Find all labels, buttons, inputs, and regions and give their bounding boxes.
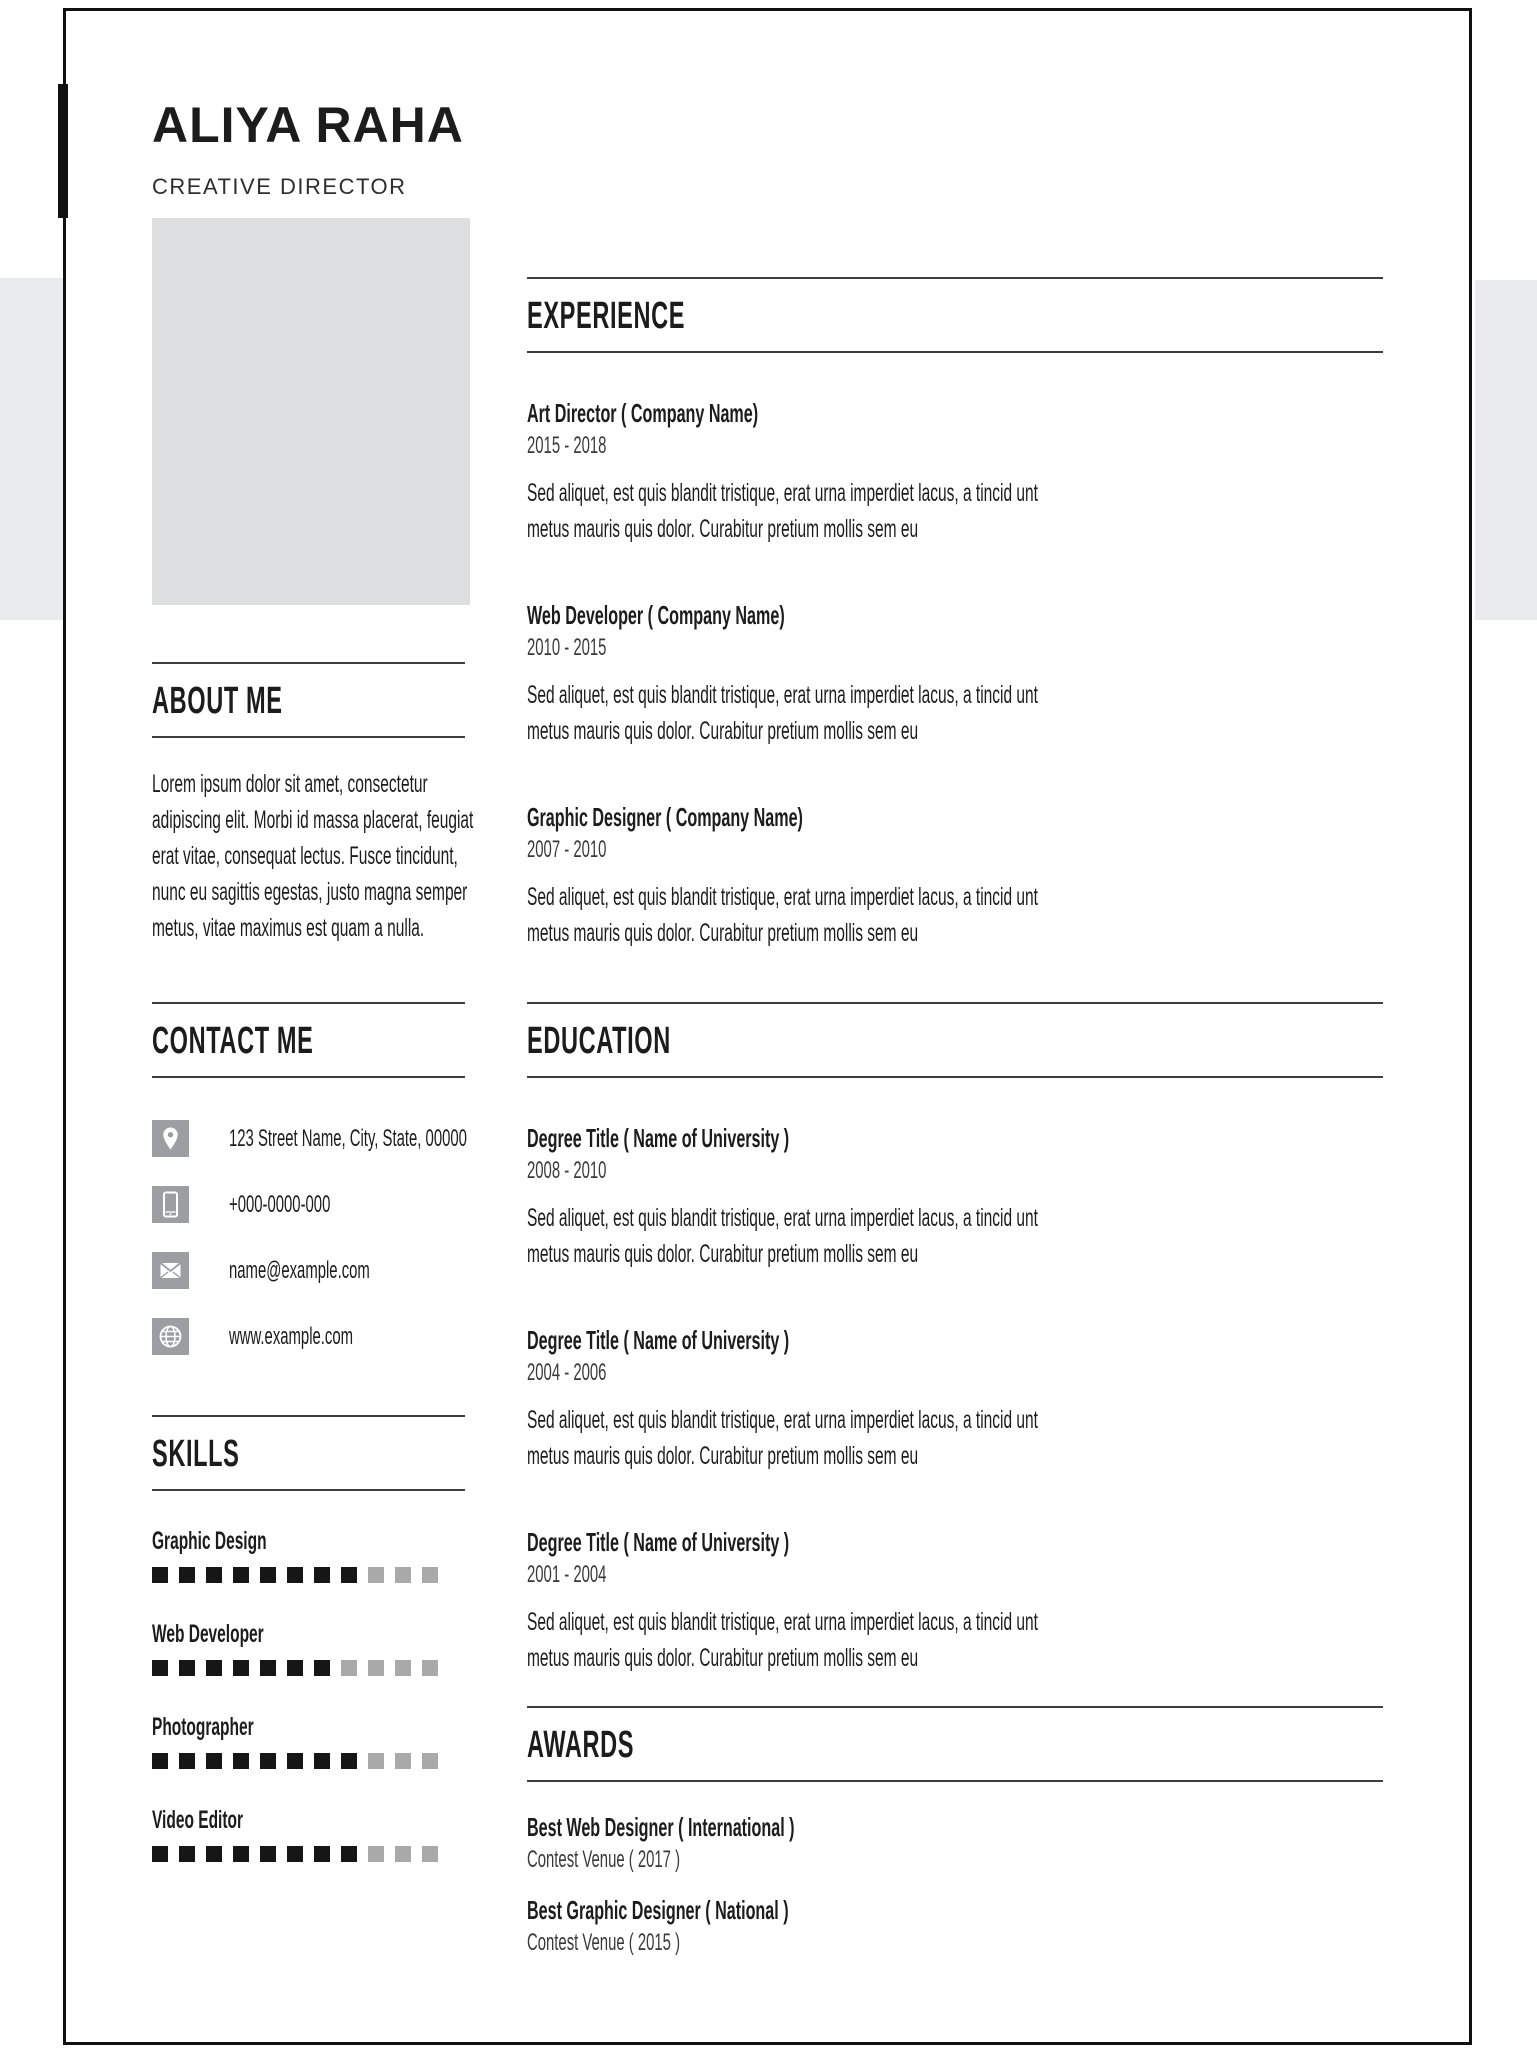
- experience-heading: EXPERIENCE: [527, 295, 686, 337]
- skill-square-filled: [287, 1753, 303, 1769]
- skill-square-filled: [314, 1753, 330, 1769]
- skill-square-filled: [287, 1846, 303, 1862]
- skill-name: Photographer: [152, 1713, 254, 1741]
- skill-item: [152, 1527, 465, 1583]
- skill-square-filled: [341, 1753, 357, 1769]
- skill-square-filled: [287, 1660, 303, 1676]
- experience-entry: [527, 599, 1383, 749]
- skill-square-filled: [179, 1567, 195, 1583]
- skill-square-empty: [368, 1753, 384, 1769]
- about-heading: ABOUT ME: [152, 680, 283, 722]
- right-edge-strip: [1475, 280, 1537, 620]
- photo-placeholder: [152, 218, 470, 605]
- skill-square-empty: [368, 1846, 384, 1862]
- education-period: 2004 - 2006: [527, 1359, 607, 1386]
- skill-square-empty: [395, 1846, 411, 1862]
- skill-square-empty: [395, 1660, 411, 1676]
- left-edge-strip: [0, 278, 63, 620]
- skill-square-filled: [260, 1846, 276, 1862]
- skill-square-empty: [368, 1660, 384, 1676]
- skill-square-filled: [233, 1660, 249, 1676]
- skill-square-filled: [152, 1846, 168, 1862]
- skill-item: [152, 1806, 465, 1862]
- section-contact: [152, 1002, 465, 1355]
- experience-description: Sed aliquet, est quis blandit tristique, erat urna imperdiet lacus, a tincid unt metus mauris quis dolor. Curabitur pretium mollis sem eu: [527, 883, 1038, 947]
- education-period: 2001 - 2004: [527, 1561, 607, 1588]
- section-heading-awards: [527, 1706, 1383, 1782]
- contact-address: 123 Street Name, City, State, 00000: [229, 1124, 467, 1152]
- experience-entry: [527, 801, 1383, 951]
- education-description: Sed aliquet, est quis blandit tristique, erat urna imperdiet lacus, a tincid unt metus mauris quis dolor. Curabitur pretium mollis sem eu: [527, 1406, 1038, 1470]
- skill-square-empty: [422, 1567, 438, 1583]
- section-heading-education: [527, 1002, 1383, 1078]
- education-entry: [527, 1324, 1383, 1474]
- skill-item: [152, 1620, 465, 1676]
- section-skills: [152, 1415, 465, 1862]
- education-description: Sed aliquet, est quis blandit tristique, erat urna imperdiet lacus, a tincid unt metus mauris quis dolor. Curabitur pretium mollis sem eu: [527, 1204, 1038, 1268]
- skill-level-bar: [152, 1753, 465, 1769]
- skill-square-filled: [152, 1753, 168, 1769]
- section-about: [152, 662, 474, 946]
- education-title: Degree Title ( Name of University ): [527, 1123, 790, 1153]
- skill-square-filled: [287, 1567, 303, 1583]
- skill-square-filled: [179, 1660, 195, 1676]
- skill-square-filled: [206, 1660, 222, 1676]
- skill-square-filled: [260, 1660, 276, 1676]
- skill-square-empty: [395, 1753, 411, 1769]
- skill-square-filled: [314, 1660, 330, 1676]
- contact-row-address: [152, 1120, 465, 1157]
- award-venue: Contest Venue ( 2015 ): [527, 1929, 681, 1956]
- education-title: Degree Title ( Name of University ): [527, 1527, 790, 1557]
- section-education: [527, 1002, 1383, 1701]
- skill-square-filled: [260, 1567, 276, 1583]
- phone-icon: [152, 1186, 189, 1223]
- skills-heading: SKILLS: [152, 1433, 240, 1475]
- skill-square-filled: [233, 1753, 249, 1769]
- skill-square-empty: [422, 1660, 438, 1676]
- skill-square-filled: [314, 1567, 330, 1583]
- skill-square-filled: [206, 1753, 222, 1769]
- skill-square-filled: [341, 1567, 357, 1583]
- award-entry: [527, 1895, 1383, 1958]
- email-icon: [152, 1252, 189, 1289]
- skill-level-bar: [152, 1846, 465, 1862]
- about-text: Lorem ipsum dolor sit amet, consectetur adipiscing elit. Morbi id massa placerat, feugiat erat vitae, consequat lectus. Fusce tincidunt, nunc eu sagittis egestas, justo magna semper metus, vitae maximus est quam a nulla.: [152, 770, 474, 942]
- location-icon: [152, 1120, 189, 1157]
- contact-row-website: [152, 1318, 465, 1355]
- person-job-title: CREATIVE DIRECTOR: [152, 174, 407, 199]
- skill-square-empty: [341, 1660, 357, 1676]
- skill-square-filled: [314, 1846, 330, 1862]
- section-heading-skills: [152, 1415, 465, 1491]
- section-heading-about: [152, 662, 465, 738]
- contact-row-phone: [152, 1186, 465, 1223]
- section-experience: [527, 277, 1383, 976]
- award-venue: Contest Venue ( 2017 ): [527, 1846, 681, 1873]
- contact-row-email: [152, 1252, 465, 1289]
- section-awards: [527, 1706, 1383, 1958]
- skill-level-bar: [152, 1660, 465, 1676]
- section-heading-contact: [152, 1002, 465, 1078]
- person-name: ALIYA RAHA: [152, 97, 464, 153]
- skill-square-empty: [422, 1846, 438, 1862]
- experience-period: 2007 - 2010: [527, 836, 607, 863]
- globe-icon: [152, 1318, 189, 1355]
- skill-square-filled: [233, 1567, 249, 1583]
- skill-square-filled: [206, 1846, 222, 1862]
- skill-square-filled: [206, 1567, 222, 1583]
- skill-item: [152, 1713, 465, 1769]
- skill-square-filled: [179, 1753, 195, 1769]
- experience-title: Web Developer ( Company Name): [527, 600, 785, 630]
- skill-name: Video Editor: [152, 1806, 244, 1834]
- education-entry: [527, 1122, 1383, 1272]
- education-entry: [527, 1526, 1383, 1676]
- header: [152, 98, 464, 200]
- experience-period: 2010 - 2015: [527, 634, 607, 661]
- experience-title: Art Director ( Company Name): [527, 398, 759, 428]
- award-title: Best Graphic Designer ( National ): [527, 1895, 789, 1925]
- award-entry: [527, 1812, 1383, 1875]
- award-title: Best Web Designer ( International ): [527, 1812, 795, 1842]
- skill-square-empty: [395, 1567, 411, 1583]
- section-heading-experience: [527, 277, 1383, 353]
- skill-square-filled: [179, 1846, 195, 1862]
- education-title: Degree Title ( Name of University ): [527, 1325, 790, 1355]
- skill-name: Web Developer: [152, 1620, 264, 1648]
- contact-phone: +000-0000-000: [229, 1190, 331, 1218]
- skill-square-empty: [422, 1753, 438, 1769]
- skill-square-empty: [368, 1567, 384, 1583]
- education-description: Sed aliquet, est quis blandit tristique, erat urna imperdiet lacus, a tincid unt metus mauris quis dolor. Curabitur pretium mollis sem eu: [527, 1608, 1038, 1672]
- experience-description: Sed aliquet, est quis blandit tristique, erat urna imperdiet lacus, a tincid unt metus mauris quis dolor. Curabitur pretium mollis sem eu: [527, 479, 1038, 543]
- education-heading: EDUCATION: [527, 1020, 671, 1062]
- skill-square-filled: [152, 1660, 168, 1676]
- skill-square-filled: [260, 1753, 276, 1769]
- skill-square-filled: [233, 1846, 249, 1862]
- header-accent-bar: [58, 84, 68, 218]
- experience-entry: [527, 397, 1383, 547]
- contact-heading: CONTACT ME: [152, 1020, 314, 1062]
- skill-level-bar: [152, 1567, 465, 1583]
- experience-title: Graphic Designer ( Company Name): [527, 802, 803, 832]
- education-period: 2008 - 2010: [527, 1157, 607, 1184]
- skill-name: Graphic Design: [152, 1527, 267, 1555]
- awards-heading: AWARDS: [527, 1724, 635, 1766]
- skill-square-filled: [152, 1567, 168, 1583]
- experience-period: 2015 - 2018: [527, 432, 607, 459]
- contact-email: name@example.com: [229, 1256, 370, 1284]
- skill-square-filled: [341, 1846, 357, 1862]
- contact-website: www.example.com: [229, 1322, 354, 1350]
- experience-description: Sed aliquet, est quis blandit tristique, erat urna imperdiet lacus, a tincid unt metus mauris quis dolor. Curabitur pretium mollis sem eu: [527, 681, 1038, 745]
